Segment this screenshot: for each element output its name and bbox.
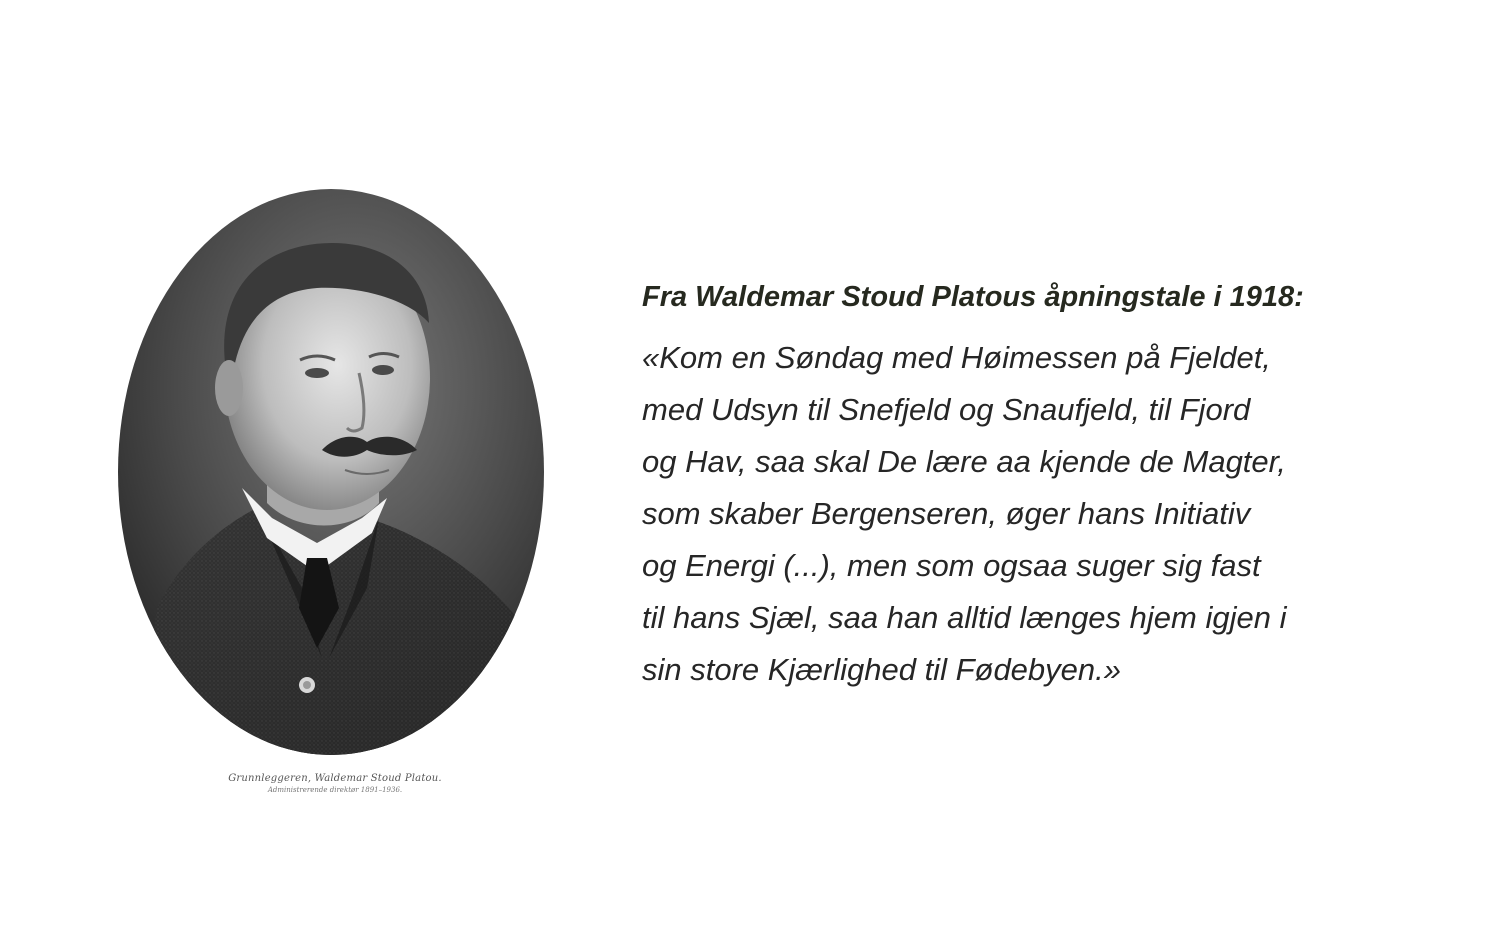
quote-heading: Fra Waldemar Stoud Platous åpningstale i 1918: [642, 281, 1304, 313]
quote-line: og Energi (...), men som ogsaa suger sig fast [642, 548, 1261, 583]
quote-block [642, 276, 1442, 696]
caption-name: Grunnleggeren, Waldemar Stoud Platou. [228, 773, 442, 784]
quote-line: og Hav, saa skal De lære aa kjende de Magter, [642, 444, 1286, 479]
quote-line: «Kom en Søndag med Høimessen på Fjeldet, [642, 340, 1271, 375]
quote-line: som skaber Bergenseren, øger hans Initiativ [642, 496, 1251, 531]
portrait-caption [180, 772, 490, 795]
quote-text [642, 332, 1442, 696]
quote-line: til hans Sjæl, saa han alltid længes hjem igjen i [642, 600, 1287, 635]
caption-role: Administrerende direktør 1891–1936. [267, 786, 403, 794]
founder-portrait-image [117, 188, 545, 756]
quote-line: med Udsyn til Snefjeld og Snaufjeld, til Fjord [642, 392, 1251, 427]
quote-line: sin store Kjærlighed til Fødebyen.» [642, 652, 1122, 687]
